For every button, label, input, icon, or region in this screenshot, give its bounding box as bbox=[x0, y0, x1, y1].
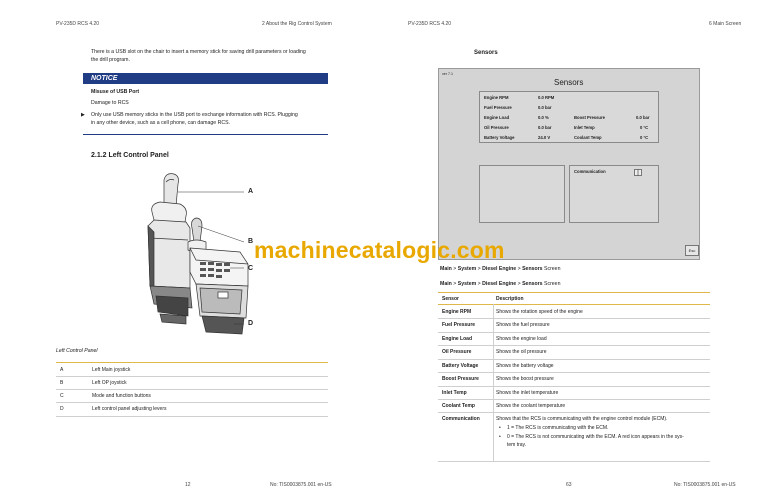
watermark: machinecatalogic.com bbox=[254, 237, 505, 263]
table-row-key: B bbox=[60, 380, 64, 386]
figure-caption: Left Control Panel bbox=[56, 348, 98, 354]
sensor-label: Fuel Pressure bbox=[484, 105, 512, 110]
footer-doc-number: No: TIS0003875.001 en-US bbox=[674, 482, 736, 488]
sensor-value: 0.0 bar bbox=[636, 115, 650, 120]
callout-b: B bbox=[248, 238, 254, 245]
communication-label: Communication bbox=[574, 169, 606, 174]
footer-page-number: 63 bbox=[566, 482, 572, 488]
sensor-description: Shows the boost pressure bbox=[496, 376, 554, 382]
sensor-readings-panel bbox=[479, 91, 659, 143]
sensor-label: Engine Load bbox=[484, 115, 510, 120]
table-row-key: C bbox=[60, 393, 64, 399]
section-heading: 2.1.2 Left Control Panel bbox=[91, 152, 169, 159]
sensor-name: Boost Pressure bbox=[442, 376, 479, 382]
intro-line-2: the drill program. bbox=[91, 57, 130, 63]
sensor-description: Shows the oil pressure bbox=[496, 349, 547, 355]
sensor-description: Shows that the RCS is communicating with the engine control module (ECM). bbox=[496, 416, 668, 422]
screen-version: ver 7.1 bbox=[442, 72, 453, 76]
footer-page-number: 12 bbox=[185, 482, 191, 488]
esc-button[interactable]: Esc bbox=[685, 245, 699, 256]
empty-panel-left bbox=[479, 165, 565, 223]
header-right: 6 Main Screen bbox=[709, 21, 742, 27]
col-header-sensor: Sensor bbox=[442, 296, 459, 302]
screen-caption-1: Main > System > Diesel Engine > Sensors Screen bbox=[440, 266, 561, 272]
ecm-status-icon bbox=[634, 169, 642, 176]
sensor-label: Coolant Temp bbox=[574, 135, 602, 140]
sensor-description: Shows the inlet temperature bbox=[496, 390, 559, 396]
table-row-key: A bbox=[60, 367, 64, 373]
comm-bullet-continued: tem tray. bbox=[507, 442, 527, 448]
notice-sub: Damage to RCS bbox=[91, 100, 129, 106]
sensor-description: Shows the battery voltage bbox=[496, 363, 554, 369]
sensor-value: 0 °C bbox=[640, 135, 649, 140]
sensor-label: Boost Pressure bbox=[574, 115, 605, 120]
footer-doc-number: No: TIS0003875.001 en-US bbox=[270, 482, 332, 488]
sensor-name: Engine Load bbox=[442, 336, 472, 342]
sensor-label: Inlet Temp bbox=[574, 125, 595, 130]
sensor-name: Oil Pressure bbox=[442, 349, 472, 355]
notice-bottom-rule bbox=[83, 134, 328, 135]
sensor-table-top-rule bbox=[438, 292, 710, 293]
col-header-description: Description bbox=[496, 296, 524, 302]
sensor-value: 0.0 bar bbox=[538, 125, 552, 130]
table-top-rule bbox=[56, 362, 328, 363]
sensor-value: 0.0 bar bbox=[538, 105, 552, 110]
table-row-value: Mode and function buttons bbox=[92, 393, 151, 399]
sensor-value: 0.0 RPM bbox=[538, 95, 555, 100]
callout-c: C bbox=[248, 265, 254, 272]
notice-body-line-1: Only use USB memory sticks in the USB port to exchange information with RCS. Plugging bbox=[91, 112, 298, 118]
communication-panel bbox=[569, 165, 659, 223]
screen-section-title: Sensors bbox=[474, 50, 498, 56]
header-right: 2 About the Rig Control System bbox=[262, 21, 332, 27]
sensor-value: 0.0 % bbox=[538, 115, 549, 120]
notice-heading: Misuse of USB Port bbox=[91, 89, 140, 95]
screen-title: Sensors bbox=[554, 78, 584, 87]
sensor-description: Shows the engine load bbox=[496, 336, 547, 342]
sensor-name: Coolant Temp bbox=[442, 403, 475, 409]
sensor-name: Inlet Temp bbox=[442, 390, 467, 396]
callout-d: D bbox=[248, 320, 254, 327]
sensor-description: Shows the coolant temperature bbox=[496, 403, 566, 409]
sensor-value: 0 °C bbox=[640, 125, 649, 130]
header-left: PV-235D RCS 4.20 bbox=[408, 21, 452, 27]
comm-bullet: 1 = The RCS is communicating with the ECM. bbox=[507, 425, 609, 431]
sensor-label: Engine RPM bbox=[484, 95, 509, 100]
screen-caption-2: Main > System > Diesel Engine > Sensors Screen bbox=[440, 281, 561, 287]
bullet-arrow-icon: ▶ bbox=[81, 112, 85, 118]
sensor-name: Battery Voltage bbox=[442, 363, 479, 369]
table-row-key: D bbox=[60, 406, 64, 412]
sensor-description: Shows the rotation speed of the engine bbox=[496, 309, 583, 315]
notice-banner: NOTICE bbox=[83, 73, 328, 84]
notice-body-line-2: in any other device, such as a cell phone, can damage RCS. bbox=[91, 120, 230, 126]
sensor-label: Oil Pressure bbox=[484, 125, 509, 130]
sensor-value: 24.0 V bbox=[538, 135, 551, 140]
table-row-value: Left control panel adjusting levers bbox=[92, 406, 167, 412]
sensor-name: Communication bbox=[442, 416, 480, 422]
table-row-value: Left OP joystick bbox=[92, 380, 127, 386]
sensor-description: Shows the fuel pressure bbox=[496, 322, 550, 328]
sensors-screen bbox=[438, 68, 700, 260]
sensor-label: Battery Voltage bbox=[484, 135, 515, 140]
callout-a: A bbox=[248, 188, 254, 195]
header-left: PV-235D RCS 4.20 bbox=[56, 21, 100, 27]
sensor-name: Fuel Pressure bbox=[442, 322, 476, 328]
comm-bullet: 0 = The RCS is not communicating with the ECM. A red icon appears in the sys- bbox=[507, 434, 684, 440]
table-row-value: Left Main joystick bbox=[92, 367, 131, 373]
intro-line-1: There is a USB slot on the chair to insert a memory stick for saving drill parameters or loading bbox=[91, 49, 306, 55]
sensor-name: Engine RPM bbox=[442, 309, 472, 315]
